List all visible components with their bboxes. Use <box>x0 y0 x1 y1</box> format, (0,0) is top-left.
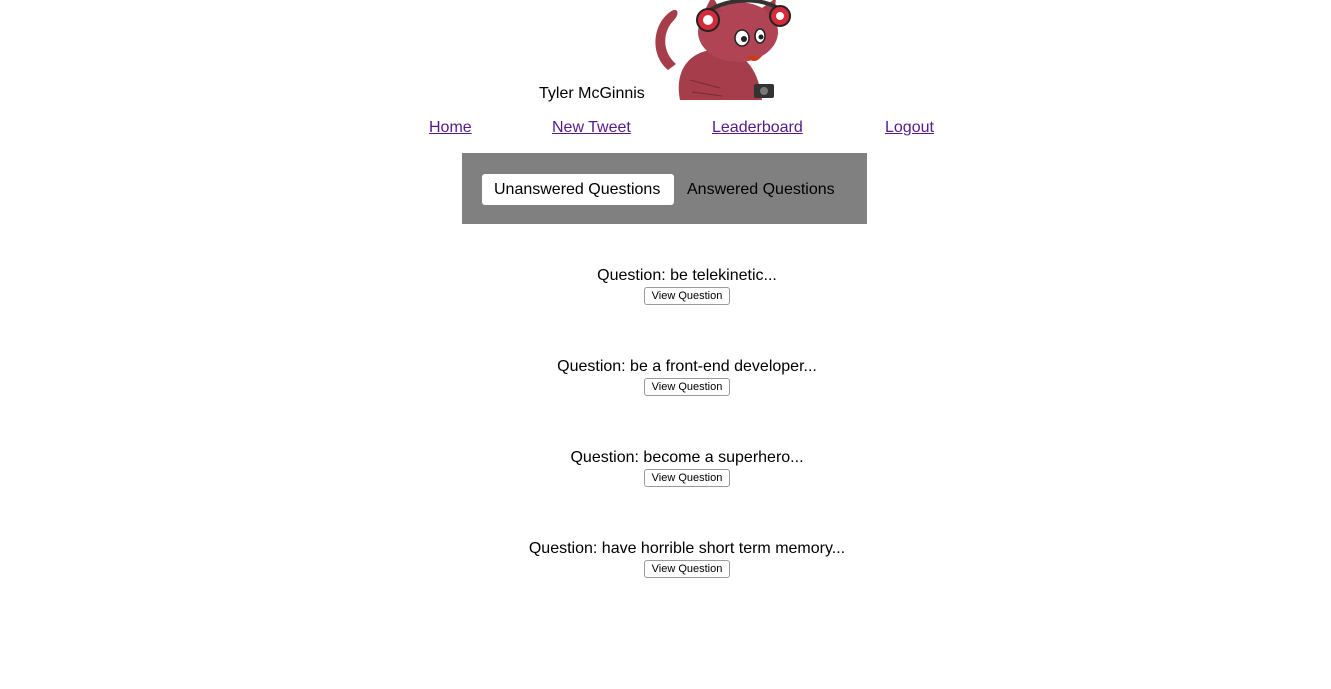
view-question-button[interactable]: View Question <box>644 378 731 396</box>
question-tabs <box>462 153 867 224</box>
question-item <box>0 357 1331 396</box>
question-text: Question: become a superhero... <box>570 449 804 466</box>
username: Tyler McGinnis <box>539 85 645 102</box>
tab-answered-questions[interactable]: Answered Questions <box>687 181 835 198</box>
view-question-button[interactable]: View Question <box>644 287 731 305</box>
question-item <box>0 266 1331 305</box>
question-text: Question: have horrible short term memory... <box>528 540 846 557</box>
nav-logout-link[interactable]: Logout <box>885 119 934 136</box>
question-item <box>0 539 1331 578</box>
question-item <box>0 448 1331 487</box>
user-header <box>0 0 1331 100</box>
question-text: Question: be a front-end developer... <box>557 358 817 375</box>
nav-leaderboard-link[interactable]: Leaderboard <box>712 119 803 136</box>
nav-new-tweet-link[interactable]: New Tweet <box>552 119 631 136</box>
nav-home-link[interactable]: Home <box>429 119 472 136</box>
view-question-button[interactable]: View Question <box>644 560 731 578</box>
main-nav <box>0 118 1331 140</box>
tab-unanswered-questions[interactable]: Unanswered Questions <box>482 174 674 205</box>
view-question-button[interactable]: View Question <box>644 469 731 487</box>
avatar <box>650 0 800 100</box>
question-text: Question: be telekinetic... <box>597 267 777 284</box>
